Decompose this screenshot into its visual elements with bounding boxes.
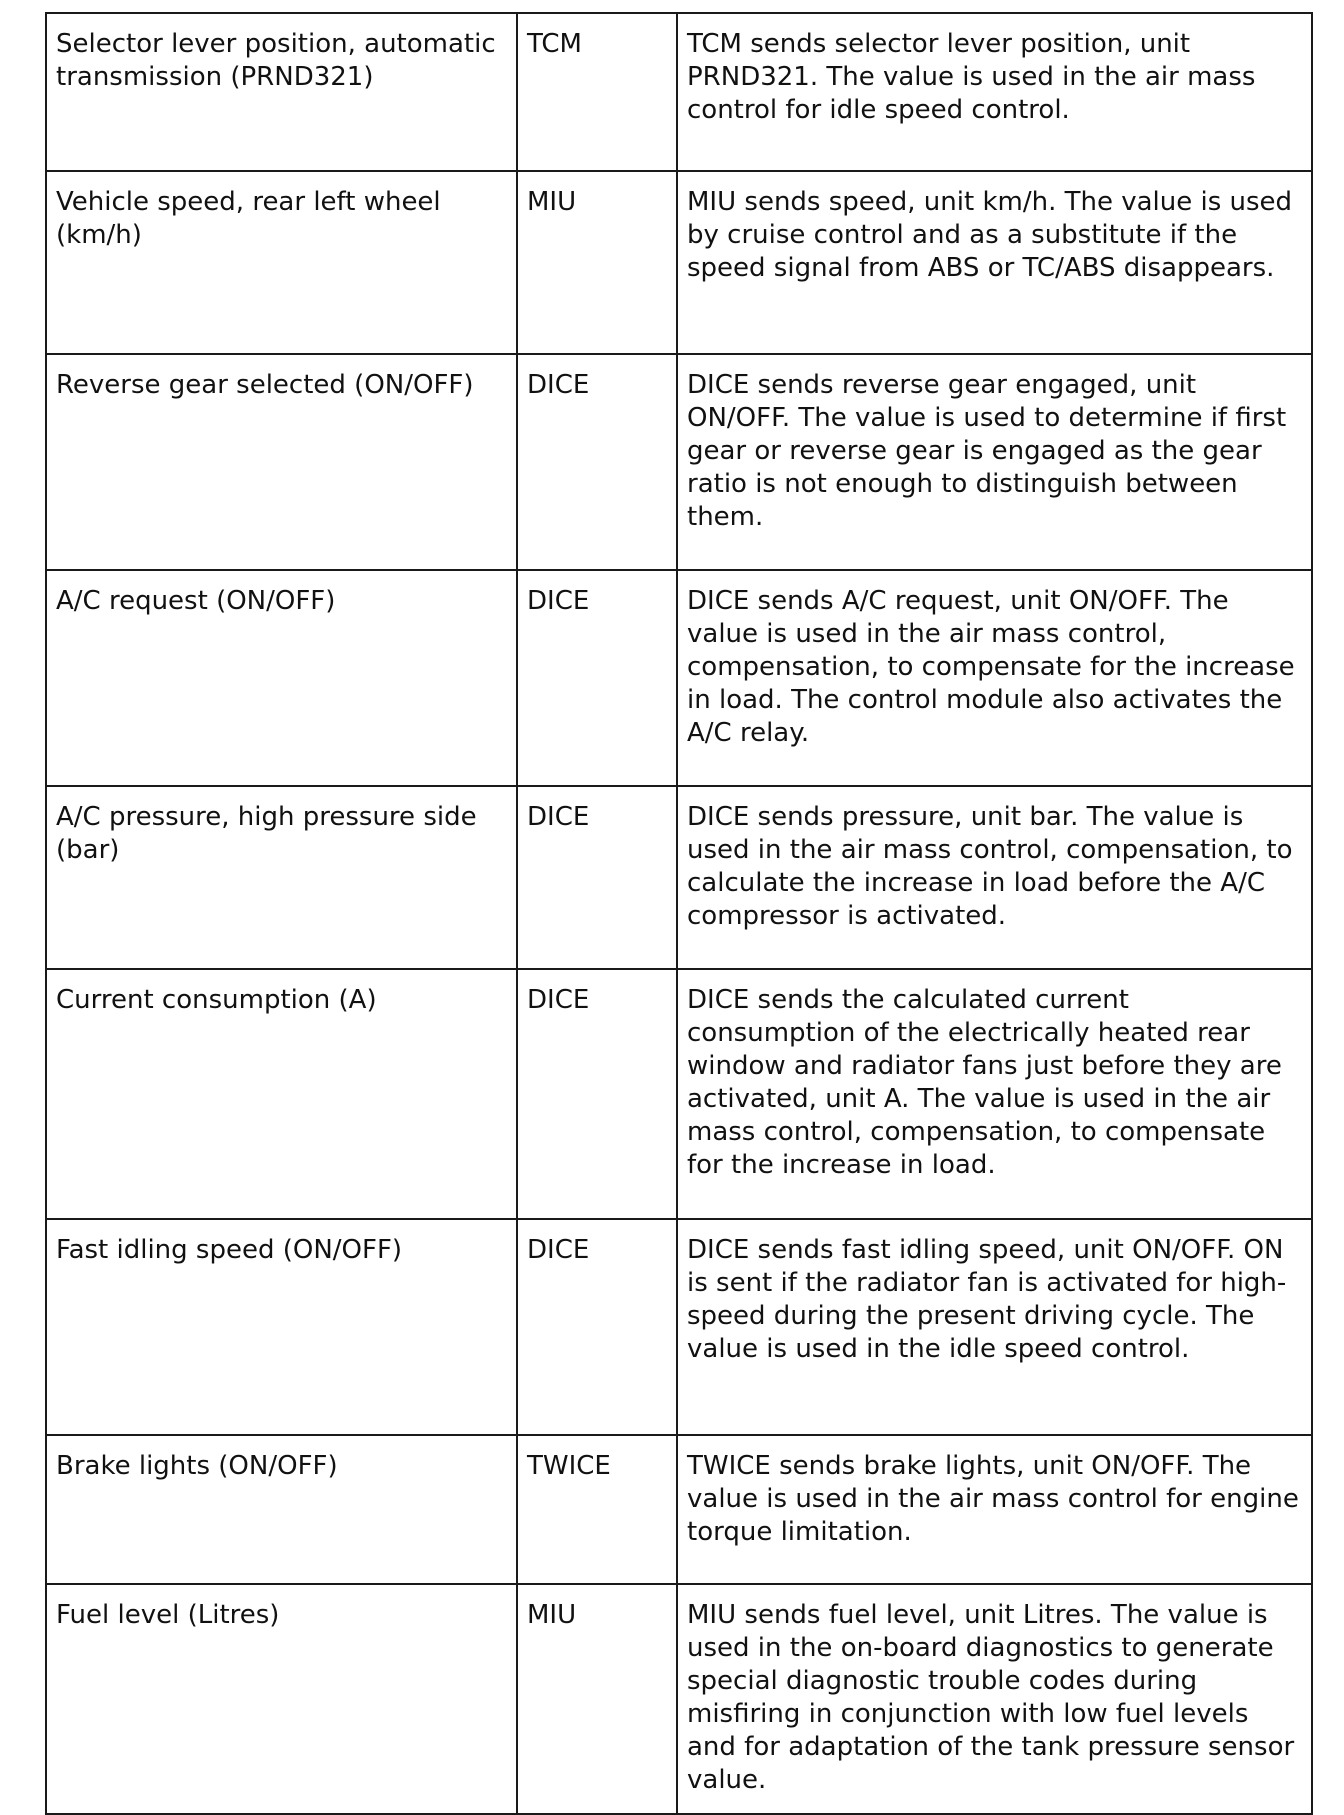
source-module-cell: MIU — [517, 171, 677, 354]
signal-name-cell: Fuel level (Litres) — [46, 1584, 517, 1814]
table-row — [46, 1219, 1312, 1435]
description-cell: MIU sends fuel level, unit Litres. The value is used in the on-board diagnostics to generate special diagnostic trouble codes during misfiring in conjunction with low fuel levels and for adaptation of the tank pressure sensor value. — [677, 1584, 1312, 1814]
table-row — [46, 13, 1312, 171]
table-row — [46, 786, 1312, 969]
table-row — [46, 1584, 1312, 1814]
description-cell: TCM sends selector lever position, unit PRND321. The value is used in the air mass control for idle speed control. — [677, 13, 1312, 171]
table-row — [46, 354, 1312, 570]
signal-table — [45, 12, 1313, 1815]
table-row — [46, 570, 1312, 786]
table-row — [46, 171, 1312, 354]
signal-name-cell: Brake lights (ON/OFF) — [46, 1435, 517, 1584]
description-cell: DICE sends fast idling speed, unit ON/OFF. ON is sent if the radiator fan is activated for high-speed during the present driving cycle. The value is used in the idle speed control. — [677, 1219, 1312, 1435]
description-cell: TWICE sends brake lights, unit ON/OFF. The value is used in the air mass control for engine torque limitation. — [677, 1435, 1312, 1584]
source-module-cell: DICE — [517, 1219, 677, 1435]
source-module-cell: DICE — [517, 570, 677, 786]
signal-name-cell: Current consumption (A) — [46, 969, 517, 1219]
signal-name-cell: Reverse gear selected (ON/OFF) — [46, 354, 517, 570]
source-module-cell: MIU — [517, 1584, 677, 1814]
description-cell: DICE sends A/C request, unit ON/OFF. The value is used in the air mass control, compensation, to compensate for the increase in load. The control module also activates the A/C relay. — [677, 570, 1312, 786]
source-module-cell: TCM — [517, 13, 677, 171]
description-cell: DICE sends pressure, unit bar. The value is used in the air mass control, compensation, to calculate the increase in load before the A/C compressor is activated. — [677, 786, 1312, 969]
source-module-cell: DICE — [517, 969, 677, 1219]
signal-name-cell: A/C pressure, high pressure side (bar) — [46, 786, 517, 969]
signal-name-cell: Vehicle speed, rear left wheel (km/h) — [46, 171, 517, 354]
signal-name-cell: Fast idling speed (ON/OFF) — [46, 1219, 517, 1435]
description-cell: DICE sends reverse gear engaged, unit ON/OFF. The value is used to determine if first gear or reverse gear is engaged as the gear ratio is not enough to distinguish between them. — [677, 354, 1312, 570]
description-cell: MIU sends speed, unit km/h. The value is used by cruise control and as a substitute if the speed signal from ABS or TC/ABS disappears. — [677, 171, 1312, 354]
signal-name-cell: A/C request (ON/OFF) — [46, 570, 517, 786]
source-module-cell: DICE — [517, 354, 677, 570]
source-module-cell: DICE — [517, 786, 677, 969]
description-cell: DICE sends the calculated current consumption of the electrically heated rear window and radiator fans just before they are activated, unit A. The value is used in the air mass control, compensation, to compensate for the increase in load. — [677, 969, 1312, 1219]
source-module-cell: TWICE — [517, 1435, 677, 1584]
table-row — [46, 1435, 1312, 1584]
signal-name-cell: Selector lever position, automatic transmission (PRND321) — [46, 13, 517, 171]
table-row — [46, 969, 1312, 1219]
